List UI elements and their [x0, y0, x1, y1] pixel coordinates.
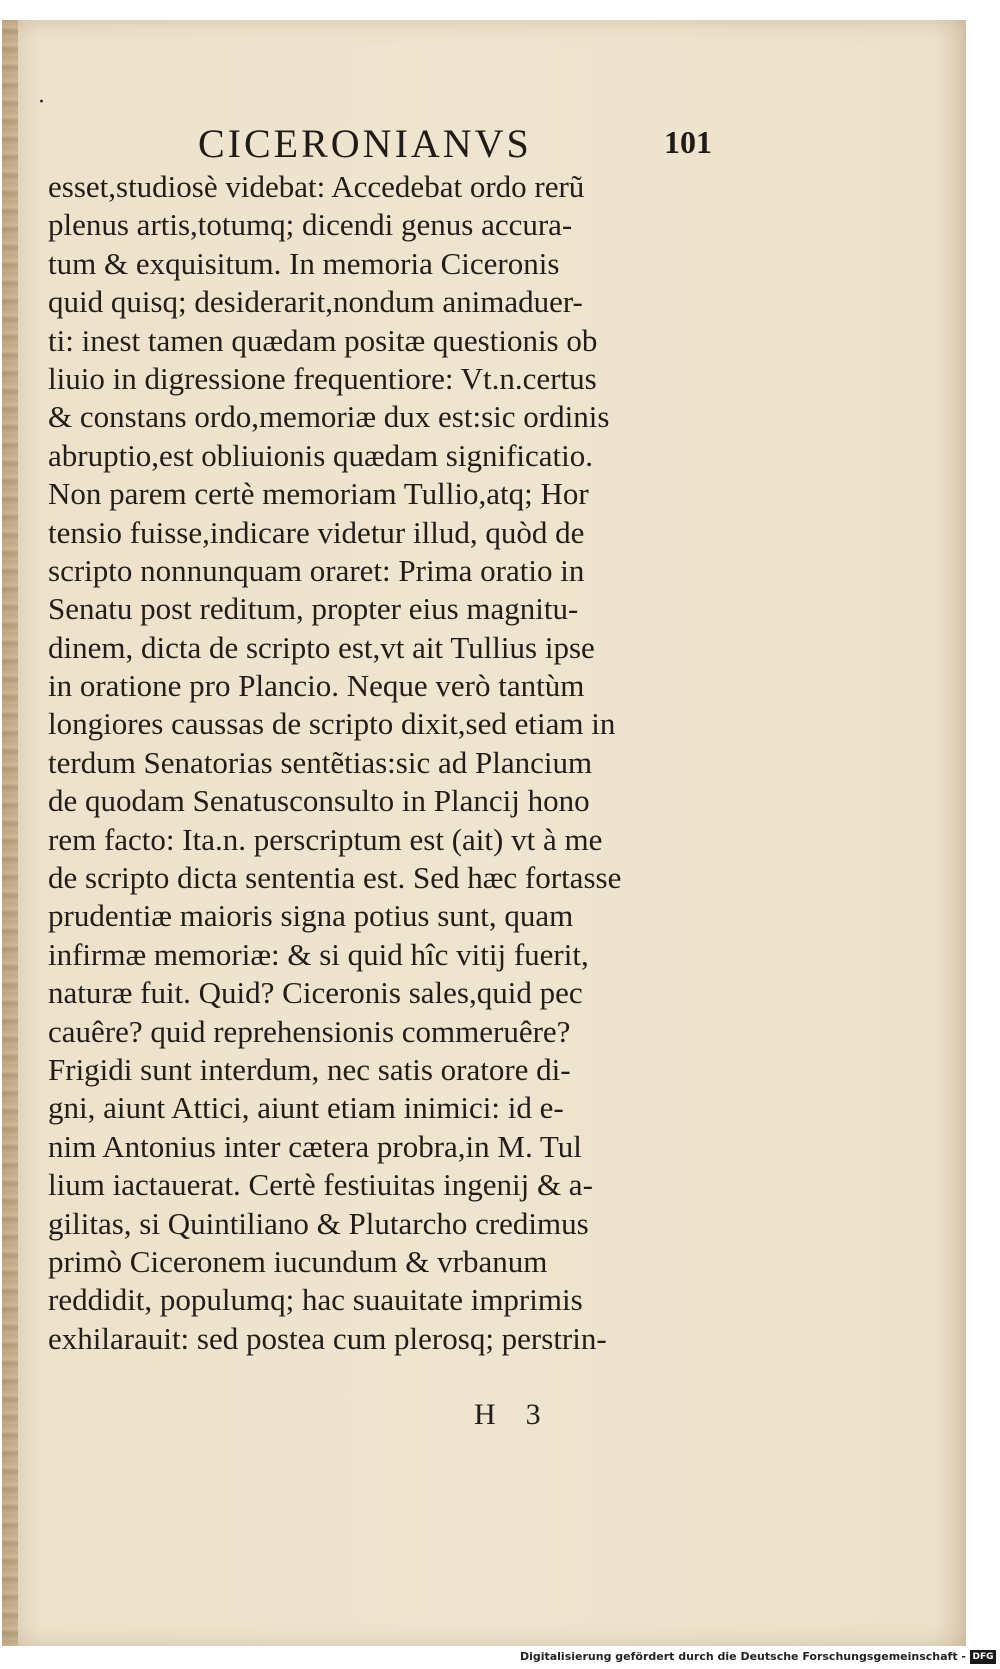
running-head [46, 120, 712, 170]
text-line: exhilarauit: sed postea cum plerosq; perstrin- [48, 1320, 607, 1356]
footer-bar [0, 1648, 1000, 1669]
corner-mark: · [38, 90, 45, 115]
text-line: de scripto dicta sententia est. Sed hæc fortasse [48, 860, 622, 896]
text-line: de quodam Senatusconsulto in Plancij hono [48, 783, 590, 819]
text-line: primò Ciceronem iucundum & vrbanum [48, 1243, 548, 1279]
text-line: gilitas, si Quintiliano & Plutarcho credimus [48, 1205, 589, 1241]
text-line: abruptio,est obliuionis quædam significatio. [48, 437, 594, 473]
text-line: dinem, dicta de scripto est,vt ait Tullius ipse [48, 629, 595, 665]
page-gutter-edge [2, 20, 18, 1646]
text-line: prudentiæ maioris signa potius sunt, quam [48, 898, 574, 934]
text-line: Senatu post reditum, propter eius magnitu- [48, 591, 579, 627]
text-line: lium iactauerat. Certè festiuitas ingenij & a- [48, 1167, 593, 1203]
text-line: quid quisq; desiderarit,nondum animaduer- [48, 284, 583, 320]
text-line: tensio fuisse,indicare videtur illud, quòd de [48, 514, 585, 550]
page-number: 101 [664, 124, 712, 160]
text-line: naturæ fuit. Quid? Ciceronis sales,quid pec [48, 975, 583, 1011]
text-line: cauêre? quid reprehensionis commeruêre? [48, 1013, 571, 1049]
body-text [48, 168, 718, 1358]
dfg-logo: DFG [970, 1650, 996, 1664]
text-line: gni, aiunt Attici, aiunt etiam inimici: id e- [48, 1090, 564, 1126]
signature-mark: H 3 [474, 1398, 541, 1431]
text-line: esset,studiosè videbat: Accedebat ordo rerũ [48, 169, 585, 204]
funding-credit: Digitalisierung gefördert durch die Deutsche Forschungsgemeinschaft - [519, 1650, 966, 1663]
text-line: reddidit, populumq; hac suauitate imprimis [48, 1282, 583, 1318]
text-line: plenus artis,totumq; dicendi genus accura- [48, 207, 573, 243]
book-page [2, 20, 966, 1646]
text-line: & constans ordo,memoriæ dux est:sic ordinis [48, 399, 610, 435]
text-line: Non parem certè memoriam Tullio,atq; Hor [48, 476, 589, 512]
text-line: tum & exquisitum. In memoria Ciceronis [48, 245, 560, 281]
text-line: Frigidi sunt interdum, nec satis oratore di- [48, 1051, 571, 1087]
text-line: liuio in digressione frequentiore: Vt.n.certus [48, 360, 597, 396]
text-line: nim Antonius inter cætera probra,in M. Tul [48, 1128, 582, 1164]
text-line: in oratione pro Plancio. Neque verò tantùm [48, 668, 585, 704]
running-head-title: CICERONIANVS [198, 121, 532, 166]
text-line: rem facto: Ita.n. perscriptum est (ait) vt à me [48, 821, 603, 857]
text-line: terdum Senatorias sentẽtias:sic ad Plancium [48, 744, 593, 780]
text-line: ti: inest tamen quædam positæ questionis ob [48, 322, 598, 358]
text-line: scripto nonnunquam oraret: Prima oratio in [48, 552, 585, 588]
text-line: longiores caussas de scripto dixit,sed etiam in [48, 706, 616, 742]
text-line: infirmæ memoriæ: & si quid hîc vitij fuerit, [48, 936, 589, 972]
